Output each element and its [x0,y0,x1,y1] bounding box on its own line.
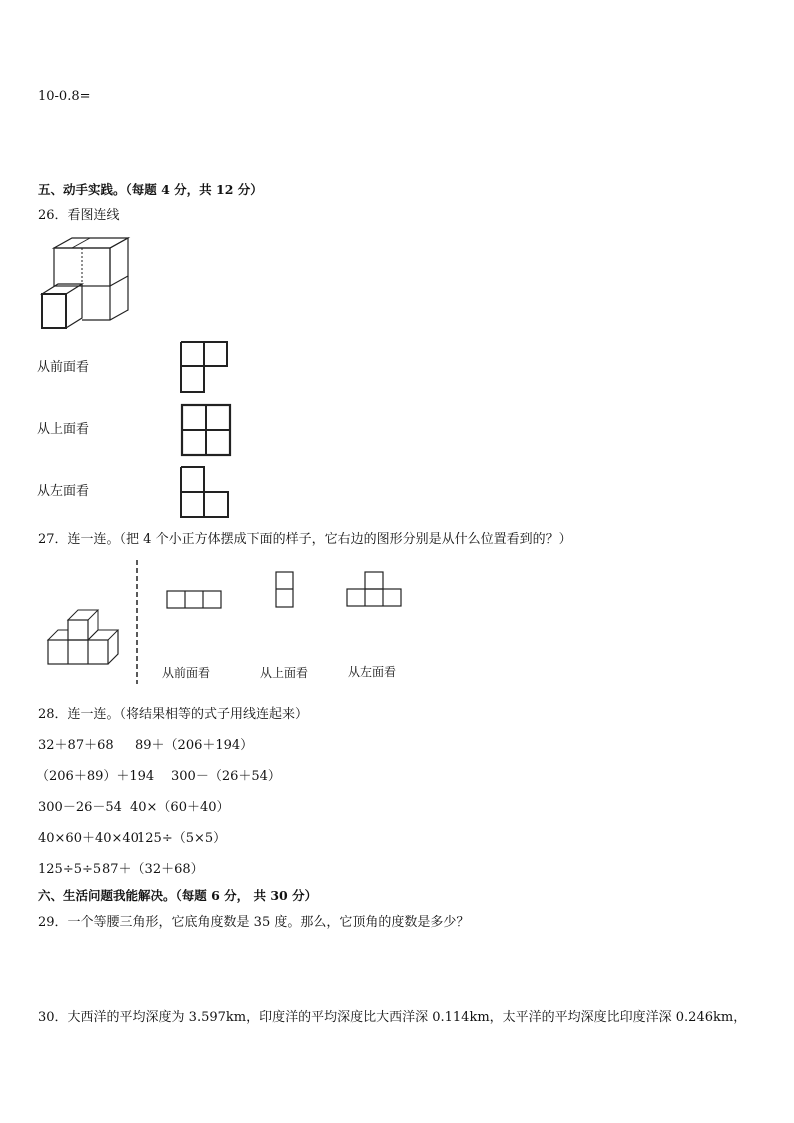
q28-row-5-right: 87＋（32＋68） [102,862,204,877]
q28-row-2-left: （206＋89）＋194 [36,769,155,784]
q27-title: 27．连一连。（把 4 个小正方体摆成下面的样子，它右边的图形分别是从什么位置看到的？） [38,532,572,547]
q28-row-3-right: 40×（60＋40） [130,800,230,815]
q27-label-left: 从左面看 [348,665,397,679]
q27-cube-figure [46,608,124,666]
top-expression: 10-0.8= [38,89,91,104]
q28-row-5-left: 125÷5÷5 [38,862,102,877]
q26-label-left: 从左面看 [37,484,90,499]
q27-view-left [346,570,402,608]
q26-view-top [181,404,231,456]
q26-view-front [180,341,228,393]
q27-label-front: 从前面看 [162,666,211,680]
q28-row-4-left: 40×60＋40×40 [38,831,139,846]
section-6-heading: 六、生活问题我能解决。（每题 6 分， 共 30 分） [38,888,318,903]
q28-row-4-right: 125÷（5×5） [137,831,227,846]
q27-label-top: 从上面看 [260,666,309,680]
q26-label-top: 从上面看 [37,422,90,437]
q27-dashed-divider [135,560,139,684]
q28-row-2-right: 300－（26＋54） [171,769,281,784]
q29-text: 29．一个等腰三角形，它底角度数是 35 度。那么，它顶角的度数是多少？ [38,915,470,930]
q28-row-1-right: 89＋（206＋194） [135,738,254,753]
q28-row-3-left: 300－26－54 [38,800,122,815]
section-5-heading: 五、动手实践。（每题 4 分，共 12 分） [38,182,263,197]
q26-cube-figure [40,236,132,332]
q27-view-top [275,571,295,609]
q30-text: 30．大西洋的平均深度为 3.597km，印度洋的平均深度比大西洋深 0.114km，太平洋的平均深度比印度洋深 0.246km， [38,1010,747,1025]
q28-title: 28．连一连。（将结果相等的式子用线连起来） [38,707,309,722]
q26-view-left [180,466,230,518]
q26-label-front: 从前面看 [37,360,90,375]
q27-view-front [166,590,222,610]
q26-title: 26．看图连线 [38,208,120,223]
q28-row-1-left: 32＋87＋68 [38,738,114,753]
